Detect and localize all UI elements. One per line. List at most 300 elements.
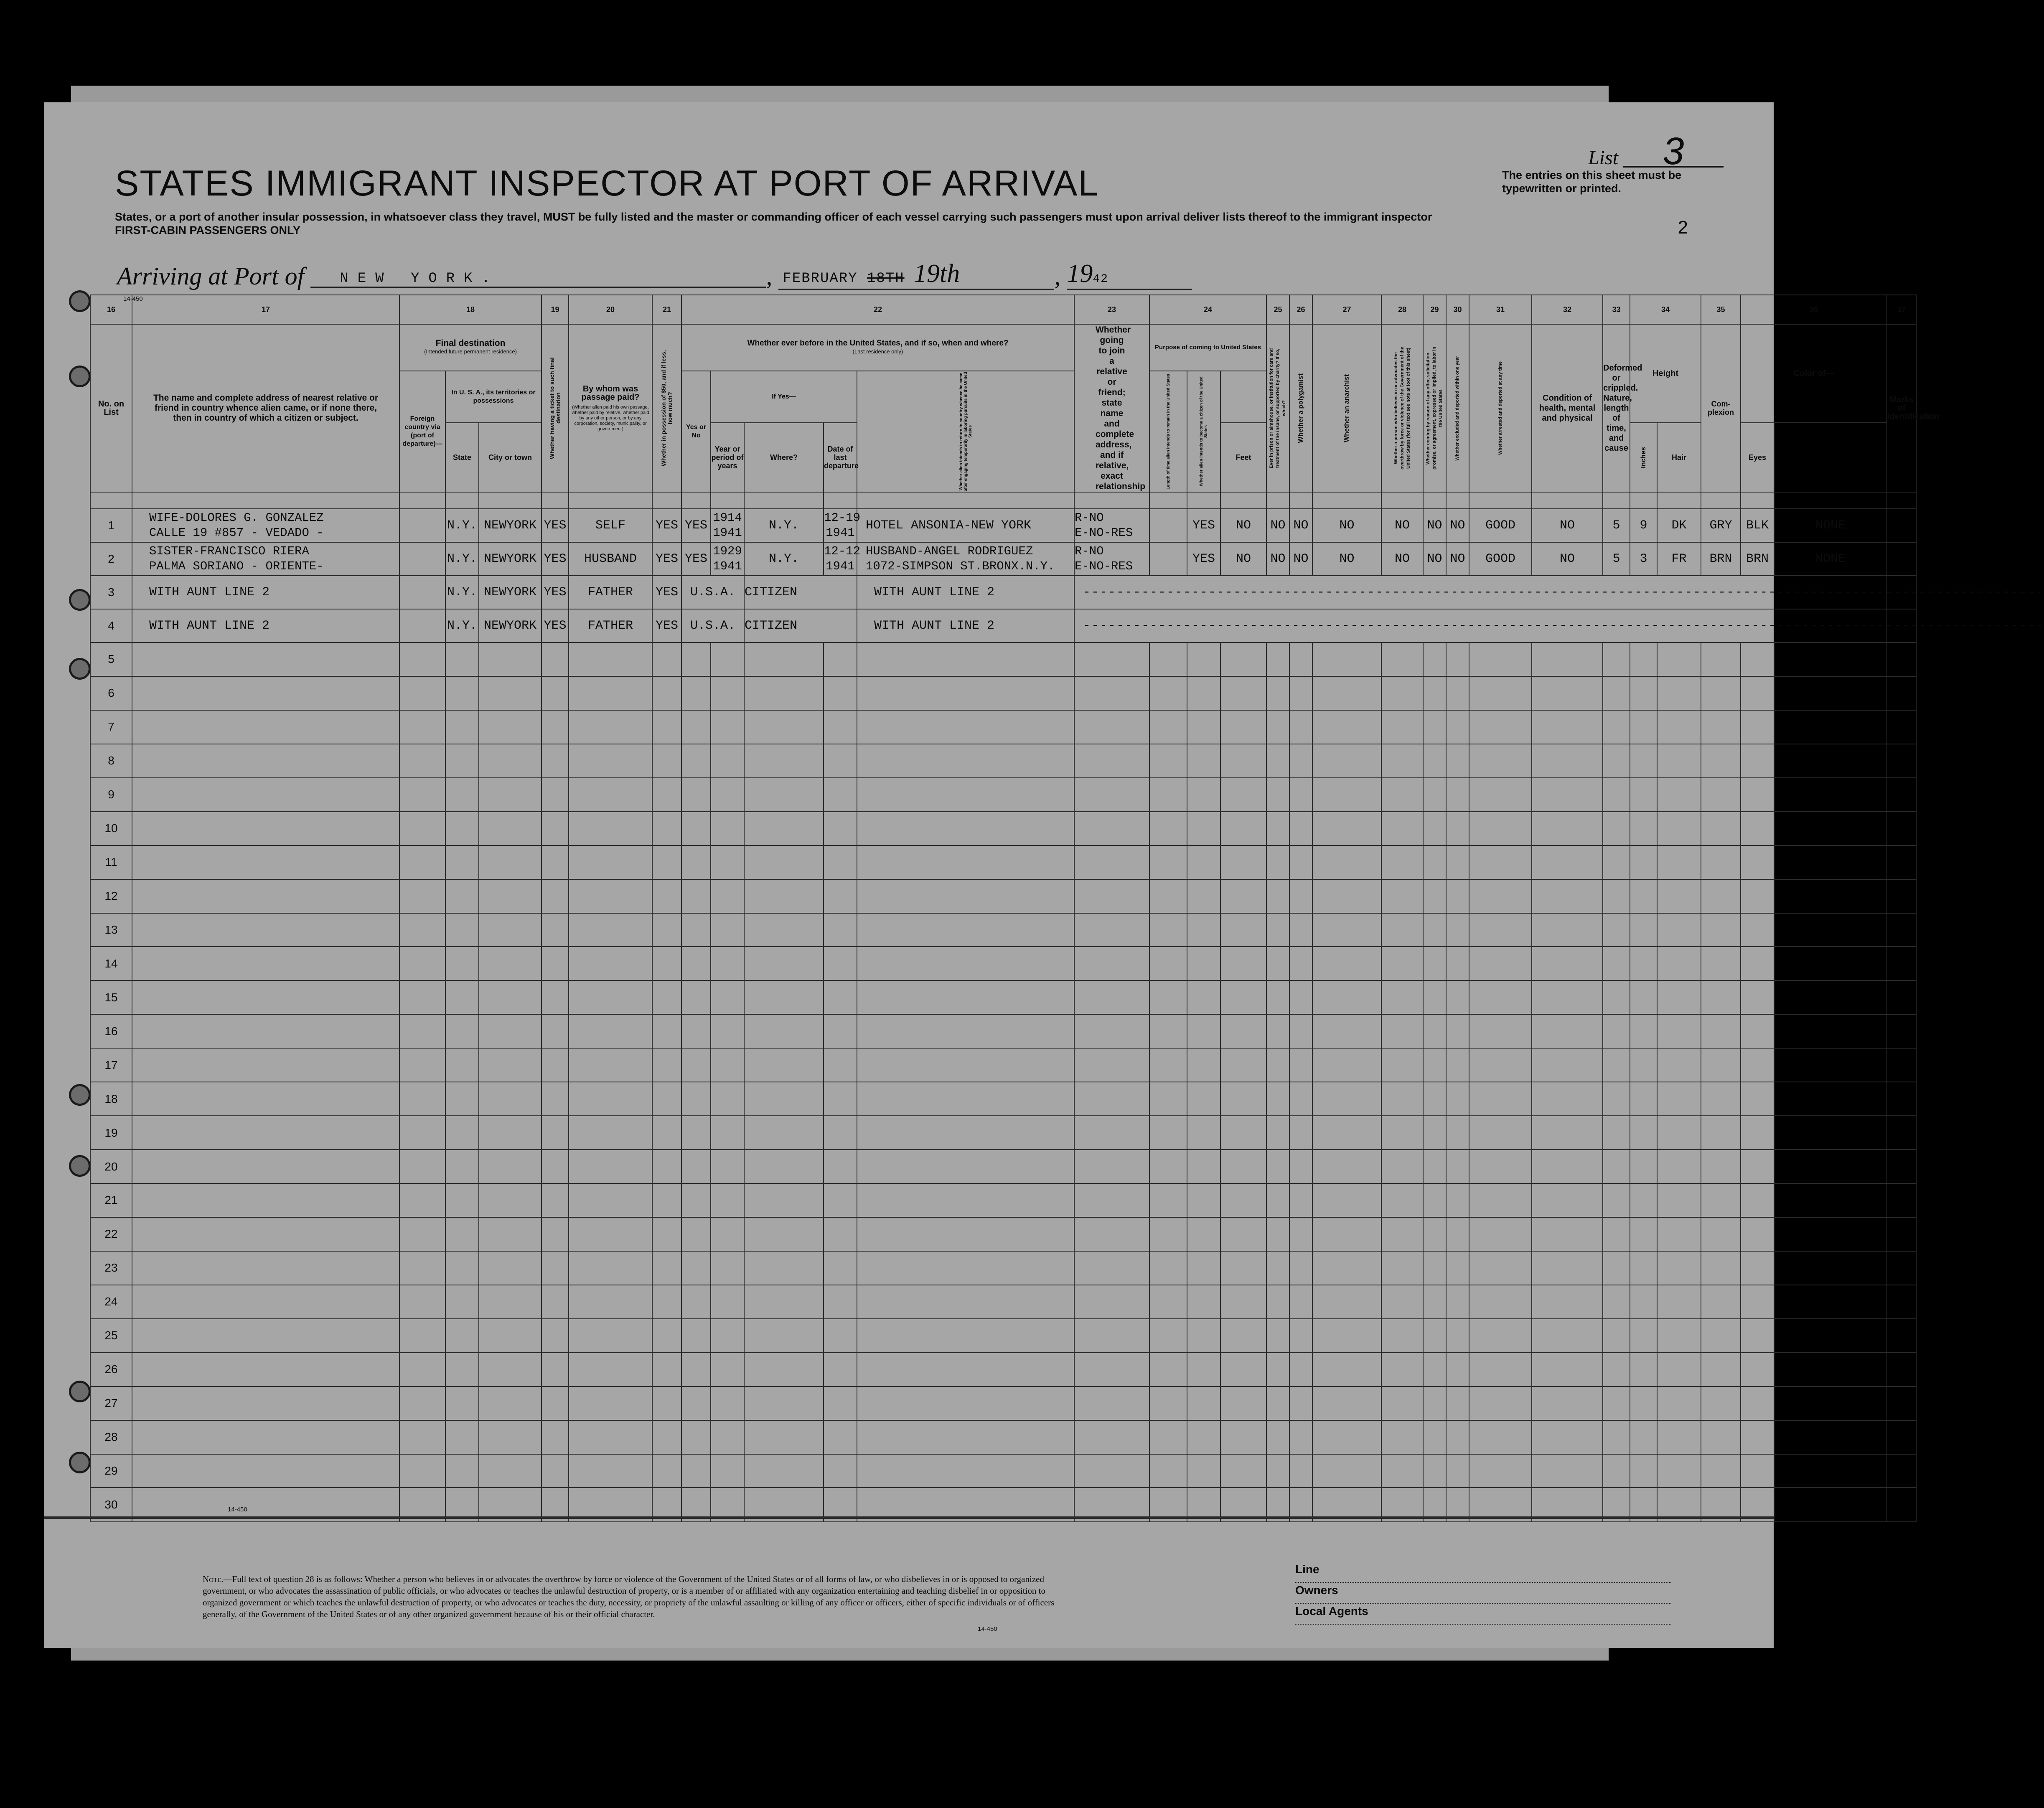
empty-cell	[445, 1048, 479, 1082]
empty-cell	[1469, 778, 1532, 812]
empty-cell	[857, 1183, 1074, 1217]
empty-cell	[1289, 947, 1312, 980]
table-row	[90, 812, 1916, 846]
empty-cell	[1603, 812, 1630, 846]
empty-cell	[569, 1420, 652, 1454]
header-foreign-country: Foreign country via (port of departure)—	[399, 371, 445, 492]
empty-cell	[744, 1048, 824, 1082]
row-number: 5	[90, 642, 132, 676]
empty-cell	[1774, 1150, 1887, 1183]
empty-cell	[1701, 1454, 1741, 1488]
empty-cell	[569, 1386, 652, 1420]
joining-cell: WITH AUNT LINE 2	[857, 576, 1074, 609]
empty-cell	[824, 1116, 857, 1150]
row-number: 15	[90, 980, 132, 1014]
empty-cell	[1187, 812, 1220, 846]
empty-cell	[857, 744, 1074, 778]
empty-cell	[1381, 947, 1423, 980]
empty-cell	[1603, 744, 1630, 778]
empty-cell	[1312, 1454, 1381, 1488]
empty-cell	[1532, 1454, 1603, 1488]
empty-cell	[1149, 1454, 1187, 1488]
table-row	[90, 879, 1916, 913]
empty-cell	[1630, 1048, 1657, 1082]
empty-cell	[1446, 1251, 1469, 1285]
empty-cell	[681, 879, 711, 913]
empty-cell	[1469, 812, 1532, 846]
empty-cell	[1220, 913, 1266, 947]
empty-cell	[1423, 1183, 1446, 1217]
empty-cell	[1603, 1251, 1630, 1285]
empty-cell	[857, 1116, 1074, 1150]
empty-cell	[1630, 913, 1657, 947]
row-number: 14	[90, 947, 132, 980]
empty-cell	[1187, 1251, 1220, 1285]
empty-cell	[711, 1217, 744, 1251]
empty-cell	[652, 1217, 681, 1251]
empty-cell	[824, 1454, 857, 1488]
departure-line-1: 12-19	[824, 511, 861, 525]
empty-cell	[1774, 676, 1887, 710]
empty-cell	[1423, 1285, 1446, 1319]
empty-cell	[1149, 1183, 1187, 1217]
relative-cell: WITH AUNT LINE 2	[132, 576, 399, 609]
empty-cell	[1741, 1150, 1774, 1183]
punch-hole	[69, 589, 91, 611]
spacer-row	[90, 492, 1916, 509]
empty-cell	[1446, 1420, 1469, 1454]
year-line-2: 1941	[713, 559, 742, 573]
empty-cell	[1887, 980, 1916, 1014]
punch-hole	[69, 1452, 91, 1473]
empty-cell	[744, 1420, 824, 1454]
empty-cell	[681, 980, 711, 1014]
purpose-a-line-2: E-NO-RES	[1075, 559, 1133, 573]
empty-cell	[1220, 710, 1266, 744]
col-number: 16	[90, 295, 132, 324]
empty-cell	[1187, 1420, 1220, 1454]
empty-cell	[1887, 846, 1916, 879]
empty-cell	[1774, 1082, 1887, 1116]
empty-cell	[1469, 1386, 1532, 1420]
empty-cell	[1074, 744, 1149, 778]
empty-cell	[857, 778, 1074, 812]
empty-cell	[1289, 1386, 1312, 1420]
empty-cell	[1657, 778, 1701, 812]
header-polygamist	[1289, 324, 1312, 492]
empty-cell	[132, 1150, 399, 1183]
empty-cell	[744, 676, 824, 710]
empty-cell	[681, 778, 711, 812]
empty-cell	[1423, 1319, 1446, 1353]
empty-cell	[857, 1217, 1074, 1251]
inches-label: Inches	[1640, 447, 1647, 468]
table-row	[90, 744, 1916, 778]
empty-cell	[542, 744, 569, 778]
prison-cell: NO	[1220, 509, 1266, 542]
empty-cell	[1701, 744, 1741, 778]
complexion-cell: DK	[1657, 509, 1701, 542]
empty-cell	[1630, 710, 1657, 744]
ticket-cell: YES	[542, 609, 569, 642]
empty-cell	[1532, 1386, 1603, 1420]
empty-cell	[1701, 980, 1741, 1014]
empty-cell	[1381, 778, 1423, 812]
empty-cell	[1701, 778, 1741, 812]
departure-line-2: 1941	[826, 559, 855, 573]
empty-cell	[1469, 1251, 1532, 1285]
anarchist-cell: NO	[1289, 509, 1312, 542]
purpose-c-label: Whether alien intends to become a citizen of the United States	[1199, 376, 1208, 487]
empty-cell	[1701, 676, 1741, 710]
empty-cell	[1630, 1217, 1657, 1251]
empty-cell	[1741, 1285, 1774, 1319]
empty-cell	[1657, 1353, 1701, 1386]
empty-cell	[1423, 947, 1446, 980]
punch-hole	[69, 290, 91, 312]
empty-cell	[1149, 980, 1187, 1014]
empty-cell	[857, 1014, 1074, 1048]
empty-cell	[1630, 1285, 1657, 1319]
empty-cell	[1603, 947, 1630, 980]
empty-cell	[1074, 947, 1149, 980]
empty-cell	[681, 1082, 711, 1116]
empty-cell	[681, 1285, 711, 1319]
row-number: 25	[90, 1319, 132, 1353]
purpose-a-label: Whether alien intends to return to country whence he came after engaging temporarily in laboring pursuits in the United States	[958, 372, 973, 491]
empty-cell	[711, 1082, 744, 1116]
header-anarchist	[1312, 324, 1381, 492]
empty-cell	[1149, 778, 1187, 812]
empty-cell	[681, 1116, 711, 1150]
empty-cell	[1603, 1082, 1630, 1116]
empty-cell	[399, 1285, 445, 1319]
empty-cell	[744, 1386, 824, 1420]
hair-cell: BRN	[1701, 542, 1741, 576]
empty-cell	[445, 642, 479, 676]
empty-cell	[132, 1014, 399, 1048]
empty-cell	[1657, 879, 1701, 913]
empty-cell	[399, 980, 445, 1014]
empty-cell	[479, 879, 542, 913]
joining-cell: WITH AUNT LINE 2	[857, 609, 1074, 642]
empty-cell	[1381, 1082, 1423, 1116]
before-cell: YES	[681, 542, 711, 576]
anarchist-cell: NO	[1289, 542, 1312, 576]
empty-cell	[1887, 1014, 1916, 1048]
departure-line-2: 1941	[826, 526, 855, 540]
empty-cell	[1774, 879, 1887, 913]
empty-cell	[1289, 1082, 1312, 1116]
empty-cell	[1149, 1217, 1187, 1251]
empty-cell	[1774, 744, 1887, 778]
empty-cell	[1446, 1082, 1469, 1116]
empty-cell	[1657, 1183, 1701, 1217]
empty-cell	[1630, 1420, 1657, 1454]
empty-cell	[1149, 676, 1187, 710]
empty-cell	[1312, 1014, 1381, 1048]
empty-cell	[1774, 980, 1887, 1014]
header-relative-address: The name and complete address of nearest relative or friend in country whence alien came, or if none there, then in country of which a citizen or subject.	[132, 324, 399, 492]
empty-cell	[1469, 1082, 1532, 1116]
empty-cell	[569, 1150, 652, 1183]
empty-cell	[1381, 1014, 1423, 1048]
empty-cell	[1701, 1048, 1741, 1082]
empty-cell	[1187, 1319, 1220, 1353]
empty-cell	[399, 846, 445, 879]
empty-cell	[445, 1116, 479, 1150]
empty-cell	[1266, 980, 1289, 1014]
empty-cell	[824, 744, 857, 778]
empty-cell	[1741, 744, 1774, 778]
empty-cell	[1289, 642, 1312, 676]
before-in-us-sub: (Last residence only)	[852, 348, 903, 355]
empty-cell	[1423, 1353, 1446, 1386]
header-purpose: Purpose of coming to United States	[1149, 324, 1266, 371]
empty-cell	[1074, 676, 1149, 710]
empty-cell	[1532, 1048, 1603, 1082]
purpose-a-line-1: R-NO	[1075, 511, 1104, 525]
empty-cell	[1220, 1217, 1266, 1251]
question-28-note	[203, 1573, 1072, 1620]
empty-cell	[857, 710, 1074, 744]
empty-cell	[1423, 913, 1446, 947]
empty-cell	[1381, 879, 1423, 913]
empty-cell	[857, 846, 1074, 879]
empty-cell	[857, 676, 1074, 710]
empty-cell	[1887, 1251, 1916, 1285]
empty-cell	[1149, 1082, 1187, 1116]
empty-cell	[479, 1454, 542, 1488]
empty-cell	[711, 1386, 744, 1420]
empty-cell	[1312, 1082, 1381, 1116]
empty-cell	[1446, 1183, 1469, 1217]
class-line: FIRST-CABIN PASSENGERS ONLY	[115, 224, 301, 236]
empty-cell	[744, 846, 824, 879]
joining-cell: HOTEL ANSONIA-NEW YORK	[857, 509, 1074, 542]
empty-cell	[1149, 1353, 1187, 1386]
empty-cell	[681, 812, 711, 846]
empty-cell	[1423, 1454, 1446, 1488]
blank-rows	[90, 642, 1916, 1522]
empty-cell	[1469, 947, 1532, 980]
empty-cell	[652, 1386, 681, 1420]
empty-cell	[1187, 879, 1220, 913]
empty-cell	[1423, 1014, 1446, 1048]
empty-cell	[652, 1048, 681, 1082]
empty-cell	[569, 947, 652, 980]
empty-cell	[1312, 744, 1381, 778]
empty-cell	[1289, 1353, 1312, 1386]
empty-cell	[1774, 1386, 1887, 1420]
health-cell: GOOD	[1469, 509, 1532, 542]
empty-cell	[1446, 980, 1469, 1014]
empty-cell	[445, 1183, 479, 1217]
empty-cell	[542, 778, 569, 812]
empty-cell	[824, 1217, 857, 1251]
year-line-1: 1929	[713, 544, 742, 558]
empty-cell	[824, 710, 857, 744]
table-row	[90, 980, 1916, 1014]
empty-cell	[652, 846, 681, 879]
empty-cell	[1657, 1454, 1701, 1488]
overthrow-cell: NO	[1312, 509, 1381, 542]
empty-cell	[1469, 1285, 1532, 1319]
departure-line-1: 12-12	[824, 544, 861, 558]
empty-cell	[1312, 980, 1381, 1014]
empty-cell	[399, 778, 445, 812]
empty-cell	[1381, 1319, 1423, 1353]
empty-cell	[1312, 812, 1381, 846]
empty-cell	[711, 980, 744, 1014]
inches-cell: 9	[1630, 509, 1657, 542]
empty-cell	[569, 676, 652, 710]
empty-cell	[445, 980, 479, 1014]
empty-cell	[1657, 642, 1701, 676]
empty-cell	[569, 1014, 652, 1048]
empty-cell	[1774, 1285, 1887, 1319]
empty-cell	[399, 1251, 445, 1285]
where-cell: N.Y.	[744, 542, 824, 576]
empty-cell	[445, 846, 479, 879]
empty-cell	[1657, 1116, 1701, 1150]
empty-cell	[1532, 846, 1603, 879]
empty-cell	[744, 947, 824, 980]
row-number: 11	[90, 846, 132, 879]
empty-cell	[445, 1217, 479, 1251]
empty-cell	[681, 1014, 711, 1048]
empty-cell	[1657, 1014, 1701, 1048]
empty-cell	[569, 1353, 652, 1386]
empty-cell	[399, 1217, 445, 1251]
dashed-fill: -------------------------------------------------------------------------------------------------------------------	[1074, 609, 1887, 642]
empty-cell	[479, 1319, 542, 1353]
year-cell	[711, 542, 744, 576]
empty-cell	[132, 744, 399, 778]
empty-cell	[824, 778, 857, 812]
empty-cell	[1423, 980, 1446, 1014]
empty-cell	[479, 1285, 542, 1319]
empty-cell	[711, 1420, 744, 1454]
empty-cell	[1887, 1048, 1916, 1082]
empty-cell	[857, 812, 1074, 846]
empty-cell	[479, 947, 542, 980]
empty-cell	[711, 778, 744, 812]
city-cell: NEWYORK	[479, 576, 542, 609]
header-city: City or town	[479, 423, 542, 492]
complexion-cell: FR	[1657, 542, 1701, 576]
empty-cell	[1741, 913, 1774, 947]
row-number: 28	[90, 1420, 132, 1454]
empty-cell	[542, 1014, 569, 1048]
table-row	[90, 1048, 1916, 1082]
empty-cell	[1289, 1217, 1312, 1251]
header-date-departure: Date of last departure	[824, 423, 857, 492]
empty-cell	[479, 1353, 542, 1386]
header-height: Height	[1630, 324, 1701, 423]
empty-cell	[1220, 1014, 1266, 1048]
joining-cell	[857, 542, 1074, 576]
empty-cell	[1312, 1150, 1381, 1183]
col-number: 35	[1701, 295, 1741, 324]
prison-label: Ever in prison or almshouse, or institution for care and treatment of the insane, or supported by charity? If so, which?	[1269, 348, 1286, 468]
empty-cell	[1603, 1014, 1630, 1048]
empty-cell	[1603, 879, 1630, 913]
empty-cell	[824, 676, 857, 710]
empty-cell	[1149, 710, 1187, 744]
punch-hole	[69, 1155, 91, 1177]
empty-cell	[1074, 913, 1149, 947]
header-purpose-c	[1187, 371, 1220, 492]
empty-cell	[1446, 812, 1469, 846]
header-final-destination	[399, 324, 542, 371]
empty-cell	[681, 1353, 711, 1386]
empty-cell	[1266, 1217, 1289, 1251]
empty-cell	[1603, 980, 1630, 1014]
header-hair: Hair	[1657, 423, 1701, 492]
empty-cell	[1381, 744, 1423, 778]
empty-cell	[399, 710, 445, 744]
empty-cell	[132, 1116, 399, 1150]
empty-cell	[1469, 1420, 1532, 1454]
empty-cell	[542, 1217, 569, 1251]
empty-cell	[132, 1454, 399, 1488]
empty-cell	[399, 1082, 445, 1116]
table-row	[90, 1285, 1916, 1319]
empty-cell	[1187, 1386, 1220, 1420]
empty-cell	[1446, 744, 1469, 778]
vessel-agents	[1295, 1563, 1671, 1625]
money-label: Whether in possession of $50, and if less, how much?	[660, 350, 673, 466]
empty-cell	[445, 812, 479, 846]
row-number: 9	[90, 778, 132, 812]
empty-cell	[1887, 1082, 1916, 1116]
empty-cell	[1266, 913, 1289, 947]
empty-cell	[1887, 913, 1916, 947]
empty-cell	[1630, 1183, 1657, 1217]
empty-cell	[445, 1014, 479, 1048]
empty-cell	[569, 1251, 652, 1285]
empty-cell	[1630, 1353, 1657, 1386]
empty-cell	[445, 1285, 479, 1319]
empty-cell	[1381, 1116, 1423, 1150]
empty-cell	[132, 913, 399, 947]
empty-cell	[1630, 947, 1657, 980]
empty-cell	[1887, 1285, 1916, 1319]
purpose-c-cell: YES	[1187, 509, 1220, 542]
empty-cell	[681, 947, 711, 980]
empty-cell	[542, 642, 569, 676]
empty-cell	[681, 1217, 711, 1251]
empty-cell	[445, 710, 479, 744]
empty-cell	[1289, 1420, 1312, 1454]
table-row	[90, 846, 1916, 879]
overthrow-cell: NO	[1312, 542, 1381, 576]
table-row	[90, 1251, 1916, 1285]
table-row	[90, 542, 1916, 576]
empty-cell	[1446, 778, 1469, 812]
empty-cell	[1887, 1183, 1916, 1217]
purpose-a-line-2: E-NO-RES	[1075, 526, 1133, 540]
empty-cell	[445, 1082, 479, 1116]
empty-cell	[1774, 710, 1887, 744]
list-label: List	[1588, 147, 1618, 169]
empty-cell	[711, 642, 744, 676]
empty-cell	[744, 710, 824, 744]
col-number: 26	[1289, 295, 1312, 324]
empty-cell	[1266, 1420, 1289, 1454]
year-prefix: 19	[1067, 259, 1093, 288]
